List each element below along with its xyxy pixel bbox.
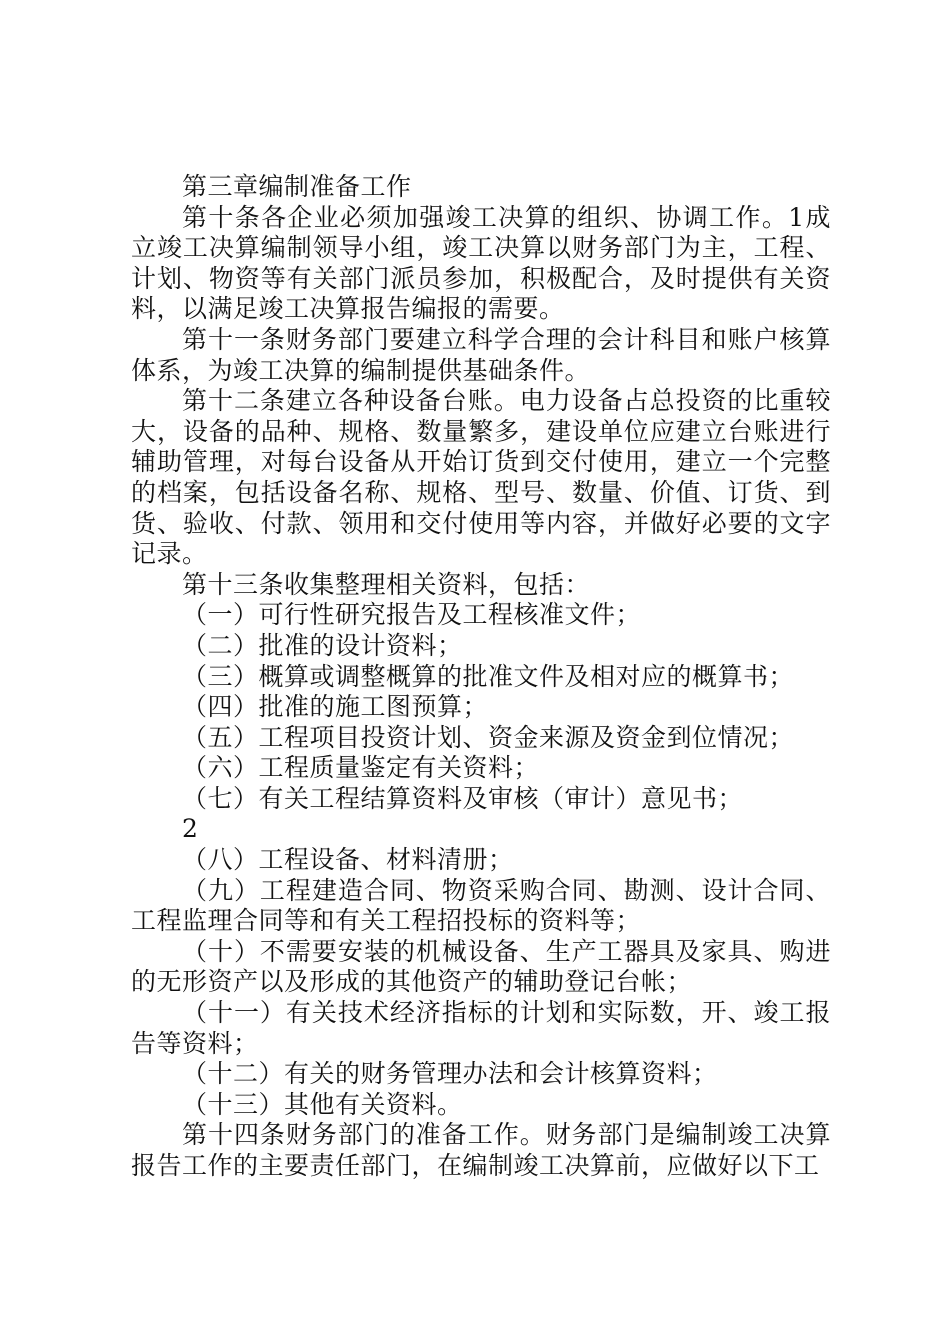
list-item: （六）工程质量鉴定有关资料； [182,753,540,783]
article-12: 第十二条建立各种设备台账。电力设备占总投资的比重较大，设备的品种、规格、数量繁多，建设单位应建立台账进行辅助管理，对每台设备从开始订货到交付使用，建立一个完整的档案，包括设备名称、规格、型号、数量、价值、订货、到货、验收、付款、领用和交付使用等内容，并做好必要的文字记录。 [131,386,831,569]
list-item: （四）批准的施工图预算； [182,692,489,722]
page-number: 2 [182,814,199,844]
list-item: （十）不需要安装的机械设备、生产工器具及家具、购进的无形资产以及形成的其他资产的辅助登记台帐； [131,936,831,997]
list-item: （八）工程设备、材料清册； [182,845,514,875]
list-item: （二）批准的设计资料； [182,630,463,660]
document-body [131,172,831,1182]
chapter-heading: 第三章编制准备工作 [182,172,412,201]
list-item: （三）概算或调整概算的批准文件及相对应的概算书； [182,661,795,691]
list-item: （九）工程建造合同、物资采购合同、勘测、设计合同、工程监理合同等和有关工程招投标的资料等； [131,875,831,936]
article-10: 第十条各企业必须加强竣工决算的组织、协调工作。1成立竣工决算编制领导小组，竣工决算以财务部门为主，工程、计划、物资等有关部门派员参加，积极配合，及时提供有关资料，以满足竣工决算报告编报的需要。 [131,202,831,324]
list-item: （十三）其他有关资料。 [182,1089,463,1119]
list-item: （五）工程项目投资计划、资金来源及资金到位情况； [182,722,795,752]
list-item: （一）可行性研究报告及工程核准文件； [182,600,642,630]
article-11: 第十一条财务部门要建立科学合理的会计科目和账户核算体系，为竣工决算的编制提供基础条件。 [131,324,831,385]
article-13: 第十三条收集整理相关资料，包括： [182,569,591,599]
list-item: （十二）有关的财务管理办法和会计核算资料； [182,1059,718,1089]
list-item: （七）有关工程结算资料及审核（审计）意见书； [182,783,744,813]
article-14: 第十四条财务部门的准备工作。财务部门是编制竣工决算报告工作的主要责任部门，在编制竣工决算前，应做好以下工 [131,1120,831,1180]
list-item: （十一）有关技术经济指标的计划和实际数，开、竣工报告等资料； [131,998,831,1058]
